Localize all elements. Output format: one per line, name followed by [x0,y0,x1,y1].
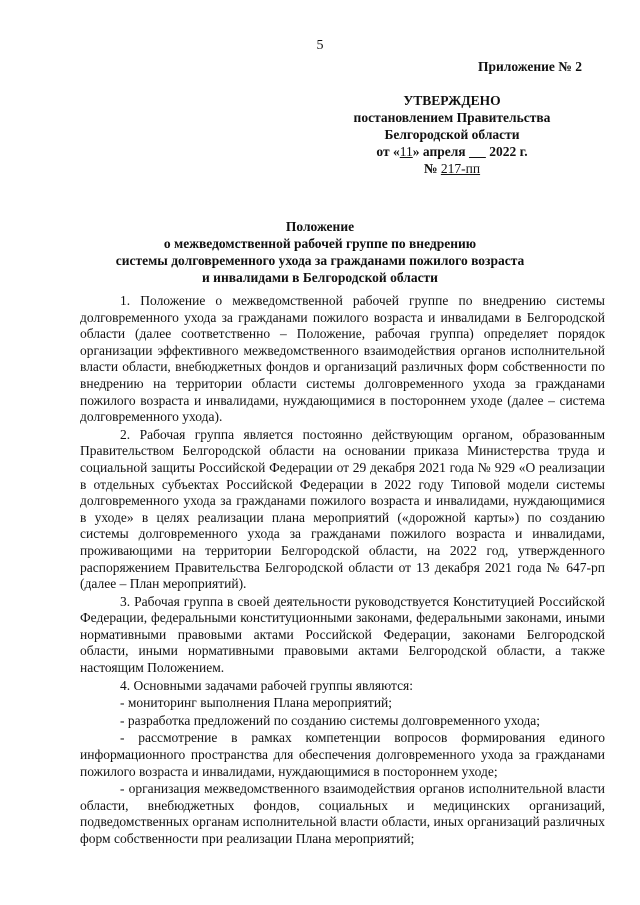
list-item: - разработка предложений по созданию системы долговременного ухода; [120,712,541,728]
approved-heading: УТВЕРЖДЕНО [403,93,501,108]
date-month: » апреля [412,144,466,159]
document-title [60,218,580,286]
paragraph-3: 3. Рабочая группа в своей деятельности руководствуется Конституцией Российской Федерации, федеральными конституционными законами, федеральными законами, иными нормативными правовыми актами Российской Федерации, законами Белгородской области, иными нормативными правовыми актами Белгородской области, а также настоящим Положением. [80,593,605,676]
approval-date [322,143,582,160]
list-item: - организация межведомственного взаимодействия органов исполнительной власти области, внебюджетных фондов, социальных и медицинских организаций, подведомственных органам исполнительной власти области, иных организаций различных форм собственности при реализации Плана мероприятий; [80,781,605,846]
title-line-4: и инвалидами в Белгородской области [202,270,438,285]
approval-line-2: Белгородской области [384,127,520,142]
paragraph-2: 2. Рабочая группа является постоянно действующим органом, образованным Правительством Белгородской области на основании приказа Министерства труда и социальной защиты Российской Федерации от 29 декабря 2021 года № 929 «О реализации в отдельных субъектах Российской Федерации в 2022 году Типовой модели системы долговременного ухода за гражданами пожилого возраста и инвалидами, нуждающимися в уходе» в целях реализации плана мероприятий («дорожной карты») по созданию системы долговременного ухода за гражданами пожилого возраста и инвалидами, проживающими на территории Белгородской области, на 2022 год, утвержденного распоряжением Правительства Белгородской области от 13 декабря 2021 года № 647-рп (далее – План мероприятий). [80,426,605,592]
approval-number [322,160,582,177]
number-value: 217-пп [440,161,481,176]
list-item: - мониторинг выполнения Плана мероприятий; [120,695,393,711]
page-number: 5 [316,38,324,53]
list-item: - рассмотрение в рамках компетенции вопросов формирования единого информационного пространства для обеспечения долговременного ухода за гражданами пожилого возраста и инвалидами, нуждающимися в постороннем уходе; [80,730,605,779]
paragraph-4: 4. Основными задачами рабочей группы являются: [120,677,414,693]
document-body [80,293,605,849]
date-day: 11 [399,144,413,159]
approval-line-1: постановлением Правительства [353,110,551,125]
number-prefix: № [423,161,441,176]
title-line-3: системы долговременного ухода за гражданами пожилого возраста [115,253,525,268]
appendix-label: Приложение № 2 [478,59,582,74]
date-prefix: от « [376,144,400,159]
date-year: 2022 г. [489,144,528,159]
title-line-1: Положение [285,219,355,234]
date-blank [469,144,486,159]
paragraph-1: 1. Положение о межведомственной рабочей группе по внедрению системы долговременного ухода за гражданами пожилого возраста и инвалидами в Белгородской области (далее соответственно – Положение, рабочая группа) определяет порядок организации эффективного межведомственного взаимодействия органов исполнительной власти области, внебюджетных фондов и организаций различных форм собственности по внедрению на территории области системы долговременного ухода за гражданами пожилого возраста и инвалидами, нуждающимися в постороннем уходе (далее – система долговременного ухода). [80,293,605,425]
title-line-2: о межведомственной рабочей группе по внедрению [163,236,477,251]
approval-block [322,58,582,177]
